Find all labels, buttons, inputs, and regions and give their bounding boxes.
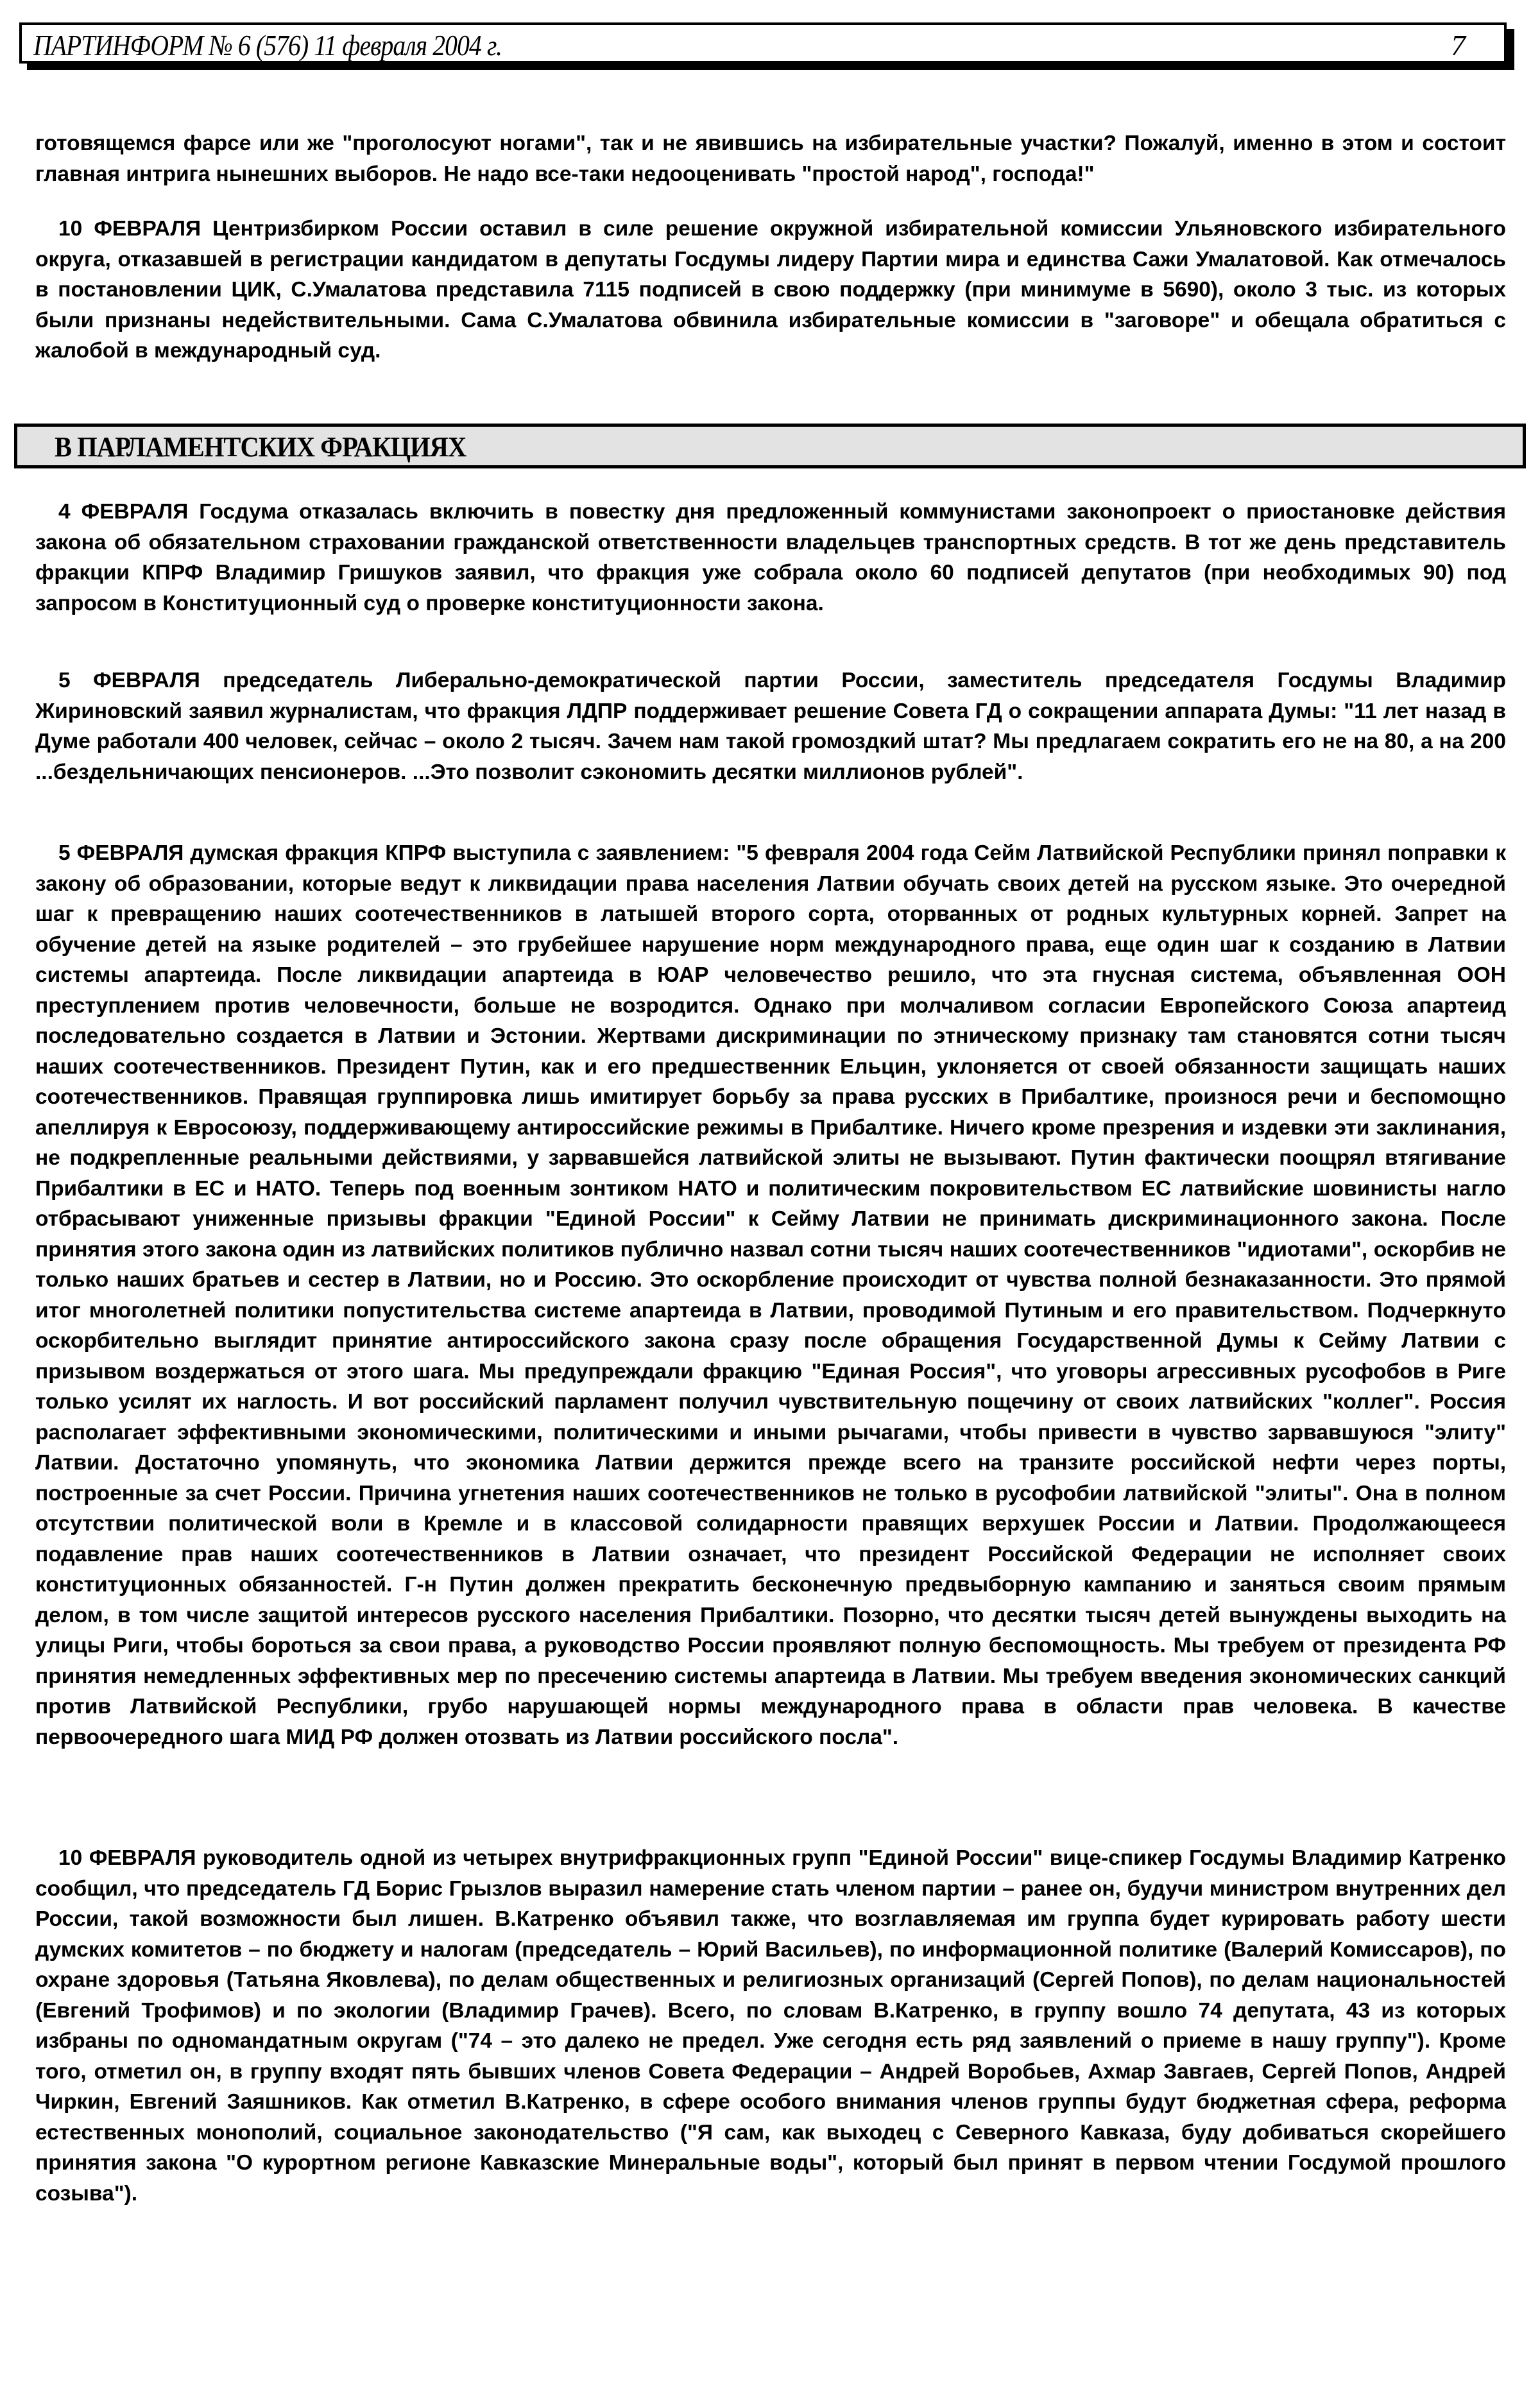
news-date: 4 ФЕВРАЛЯ	[58, 500, 189, 524]
section-header	[14, 424, 1526, 468]
news-text: председатель Либерально-демократической партии России, заместитель председателя Госдумы Владимир Жириновский заявил журналистам, что фракция ЛДПР поддерживает решение Совета ГД о сокращении аппарата Думы: "11 лет назад в Думе работали 400 человек, сейчас – около 2 тысяч. Зачем нам такой громоздкий штат? Мы предлагаем сократить его не на 80, а на 200 ...бездельничающих пенсионеров. ...Это позволит сэкономить десятки миллионов рублей".	[35, 669, 1507, 784]
news-item	[35, 838, 1506, 1752]
news-text: думская фракция КПРФ выступила с заявлением: "5 февраля 2004 года Сейм Латвийской Республики принял поправки к закону об образовании, которые ведут к ликвидации права населения Латвии обучать своих детей на русском языке. Это очередной шаг к превращению наших соотечественников в латышей второго сорта, оторванных от родных культурных корней. Запрет на обучение детей на языке родителей – это грубейшее нарушение норм международного права, еще один шаг к созданию в Латвии системы апартеида. После ликвидации апартеида в ЮАР человечество решило, что эта гнусная система, объявленная ООН преступлением против человечности, больше не возродится. Однако при молчаливом согласии Европейского Союза апартеид последовательно создается в Латвии и Эстонии. Жертвами дискриминации по этническому признаку там становятся сотни тысяч наших соотечественников. Президент Путин, как и его предшественник Ельцин, уклоняется от своей обязанности защищать наших соотечественников. Правящая группировка лишь имитирует борьбу за права русских в Прибалтике, произнося речи и беспомощно апеллируя к Евросоюзу, поддерживающему антироссийские режимы в Прибалтике. Ничего кроме презрения и издевки эти заклинания, не подкрепленные реальными действиями, у зарвавшейся латвийской элиты не вызывают. Путин фактически поощрял втягивание Прибалтики в ЕС и НАТО. Теперь под военным зонтиком НАТО и политическим покровительством ЕС латвийские шовинисты нагло отбрасывают униженные призывы фракции "Единой России" к Сейму Латвии не принимать дискриминационного закона. После принятия этого закона один из латвийских политиков публично назвал сотни тысяч наших соотечественников "идиотами", оскорбив не только наших братьев и сестер в Латвии, но и Россию. Это оскорбление происходит от чувства полной безнаказанности. Это прямой итог многолетней политики попустительства системе апартеида в Латвии, проводимой Путиным и его правительством. Подчеркнуто оскорбительно выглядит принятие антироссийского закона сразу после обращения Государственной Думы к Сейму Латвии с призывом воздержаться от этого шага. Мы предупреждали фракцию "Единая Россия", что уговоры агрессивных русофобов в Риге только усилят их наглость. И вот российский парламент получил чувствительную пощечину от своих латвийских "коллег". Россия располагает эффективными экономическими, политическими и иными рычагами, чтобы привести в чувство зарвавшуюся "элиту" Латвии. Достаточно упомянуть, что экономика Латвии держится прежде всего на транзите российской нефти через порты, построенные за счет России. Причина угнетения наших соотечественников не только в русофобии латвийской "элиты". Она в полном отсутствии политической воли в Кремле и в классовой солидарности правящих верхушек России и Латвии. Продолжающееся подавление прав наших соотечественников в Латвии означает, что президент Российской Федерации не исполняет своих конституционных обязанностей. Г-н Путин должен прекратить бесконечную предвыборную кампанию и заняться своим прямым делом, в том числе защитой интересов русского населения Прибалтики. Позорно, что десятки тысяч детей вынуждены выходить на улицы Риги, чтобы бороться за свои права, а руководство России проявляют полную беспомощность. Мы требуем от президента РФ принятия немедленных эффективных мер по пресечению системы апартеида в Латвии. Мы требуем введения экономических санкций против Латвийской Республики, грубо нарушающей нормы международного права в области прав человека. В качестве первоочередного шага МИД РФ должен отозвать из Латвии российского посла".	[35, 841, 1506, 1749]
news-date: 5 ФЕВРАЛЯ	[58, 669, 200, 692]
news-text: руководитель одной из четырех внутрифракционных групп "Единой России" вице-спикер Госдумы Владимир Катренко сообщил, что председатель ГД Борис Грызлов выразил намерение стать членом партии – ранее он, будучи министром внутренних дел России, такой возможности был лишен. В.Катренко объявил также, что возглавляемая им группа будет курировать работу шести думских комитетов – по бюджету и налогам (председатель – Юрий Васильев), по информационной политике (Валерий Комиссаров), по охране здоровья (Татьяна Яковлева), по делам общественных и религиозных организаций (Сергей Попов), по делам национальностей (Евгений Трофимов) и по экологии (Владимир Грачев). Всего, по словам В.Катренко, в группу вошло 74 депутата, 43 из которых избраны по одномандатным округам ("74 – это далеко не предел. Уже сегодня есть ряд заявлений о приеме в нашу группу"). Кроме того, отметил он, в группу входят пять бывших членов Совета Федерации – Андрей Воробьев, Ахмар Завгаев, Сергей Попов, Андрей Чиркин, Евгений Заяшников. Как отметил В.Катренко, в сфере особого внимания членов группы будут бюджетная сфера, реформа естественных монополий, социальное законодательство ("Я сам, как выходец с Северного Кавказа, буду добиваться скорейшего принятия закона "О курортном регионе Кавказские Минеральные воды", который был принят в первом чтении Госдумой прошлого созыва").	[35, 1846, 1506, 2206]
news-item	[35, 497, 1506, 619]
news-date: 10 ФЕВРАЛЯ	[58, 1846, 196, 1870]
news-item	[35, 665, 1506, 787]
masthead-title: ПАРТИНФОРМ № 6 (576) 11 февраля 2004 г.	[33, 29, 502, 62]
news-item	[35, 1843, 1506, 2209]
news-date: 5 ФЕВРАЛЯ	[58, 841, 184, 865]
page-number: 7	[1451, 29, 1466, 62]
section-title: В ПАРЛАМЕНТСКИХ ФРАКЦИЯХ	[55, 431, 466, 463]
news-item	[35, 214, 1506, 366]
news-date: 10 ФЕВРАЛЯ	[58, 217, 201, 241]
news-text: Госдума отказалась включить в повестку дня предложенный коммунистами законопроект о приостановке действия закона об обязательном страховании гражданской ответственности владельцев транспортных средств. В тот же день представитель фракции КПРФ Владимир Гришуков заявил, что фракция уже собрала около 60 подписей депутатов (при необходимых 90) под запросом в Конституционный суд о проверке конституционности закона.	[35, 500, 1506, 615]
continued-paragraph: готовящемся фарсе или же "проголосуют ногами", так и не явившись на избирательные участки? Пожалуй, именно в этом и состоит главная интрига нынешних выборов. Не надо все-таки недооценивать "простой народ", господа!"	[35, 132, 1506, 186]
page-header	[19, 22, 1507, 64]
news-text: Центризбирком России оставил в силе решение окружной избирательной комиссии Ульяновского избирательного округа, отказавшей в регистрации кандидатом в депутаты Госдумы лидеру Партии мира и единства Сажи Умалатовой. Как отмечалось в постановлении ЦИК, С.Умалатова представила 7115 подписей в свою поддержку (при минимуме в 5690), около 3 тыс. из которых были признаны недействительными. Сама С.Умалатова обвинила избирательные комиссии в "заговоре" и обещала обратиться с жалобой в международный суд.	[35, 217, 1506, 363]
